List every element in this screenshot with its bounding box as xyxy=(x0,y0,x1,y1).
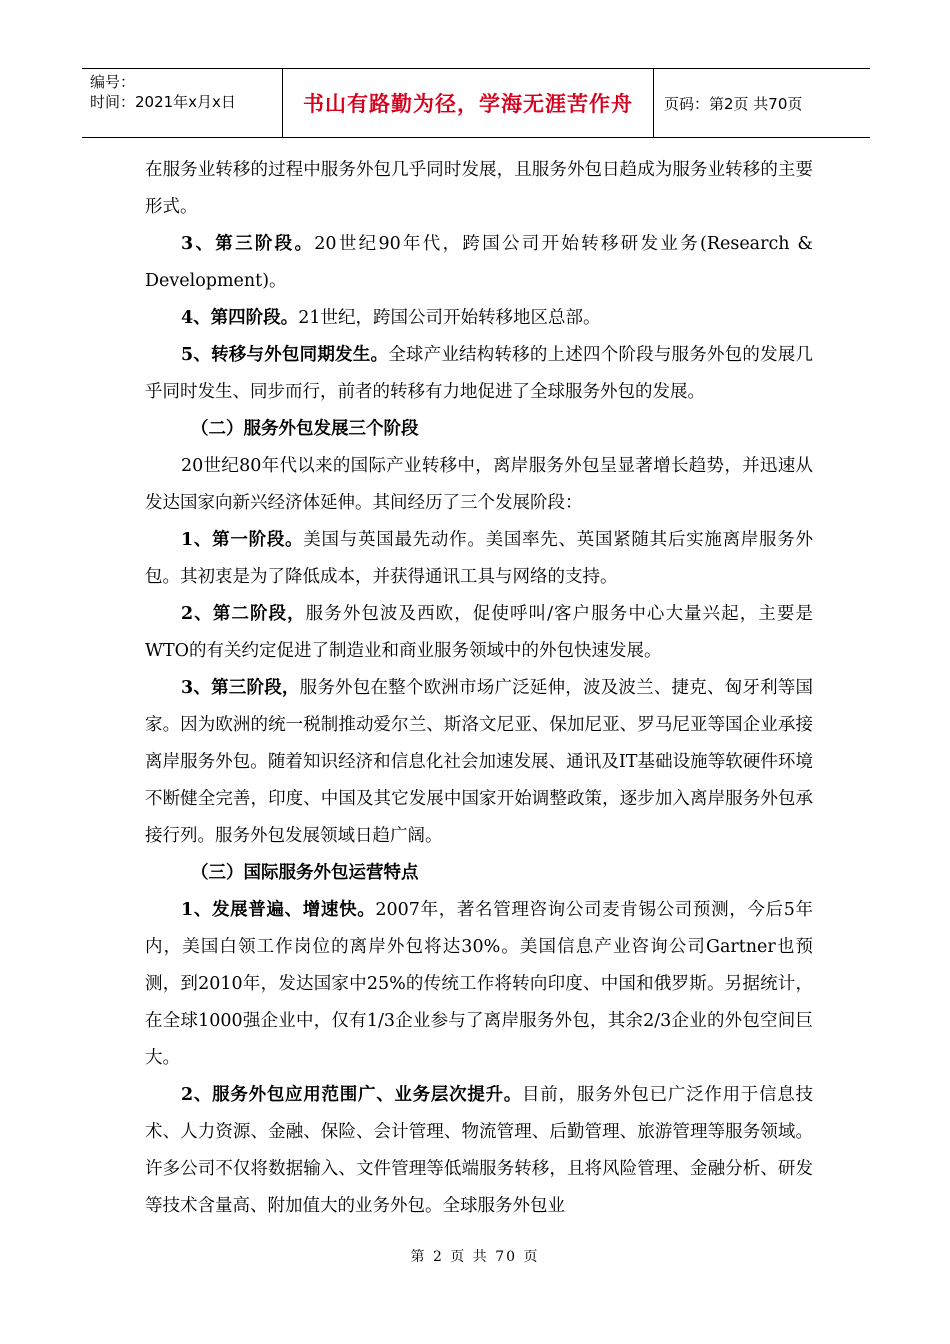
header-meta xyxy=(82,69,282,137)
page-header xyxy=(82,68,870,138)
document-body xyxy=(145,152,813,1225)
section-heading: （二）服务外包发展三个阶段 xyxy=(191,419,419,439)
paragraph: 3、第三阶段。20世纪90年代，跨国公司开始转移研发业务(Research & Development)。 xyxy=(145,234,813,291)
header-page-info: 页码：第2页 共70页 xyxy=(664,94,803,113)
number-label: 编号： xyxy=(90,73,136,91)
header-motto: 书山有路勤为径，学海无涯苦作舟 xyxy=(282,69,654,137)
paragraph: 1、第一阶段。美国与英国最先动作。美国率先、英国紧随其后实施离岸服务外包。其初衷是为了降低成本，并获得通讯工具与网络的支持。 xyxy=(145,530,813,587)
paragraph: 4、第四阶段。21世纪，跨国公司开始转移地区总部。 xyxy=(181,308,601,328)
section-heading: （三）国际服务外包运营特点 xyxy=(191,863,419,883)
page-footer: 第 2 页 共 70 页 xyxy=(410,1249,540,1265)
paragraph: 在服务业转移的过程中服务外包几乎同时发展，且服务外包日趋成为服务业转移的主要形式。 xyxy=(145,160,813,217)
paragraph: 20世纪80年代以来的国际产业转移中，离岸服务外包呈显著增长趋势，并迅速从发达国家向新兴经济体延伸。其间经历了三个发展阶段： xyxy=(145,456,813,513)
paragraph: 3、第三阶段，服务外包在整个欧洲市场广泛延伸，波及波兰、捷克、匈牙利等国家。因为欧洲的统一税制推动爱尔兰、斯洛文尼亚、保加尼亚、罗马尼亚等国企业承接离岸服务外包。随着知识经济和信息化社会加速发展、通讯及IT基础设施等软硬件环境不断健全完善，印度、中国及其它发展中国家开始调整政策，逐步加入离岸服务外包承接行列。服务外包发展领域日趋广阔。 xyxy=(145,678,813,846)
paragraph: 2、服务外包应用范围广、业务层次提升。目前，服务外包已广泛作用于信息技术、人力资源、金融、保险、会计管理、物流管理、后勤管理、旅游管理等服务领域。许多公司不仅将数据输入、文件管理等低端服务转移，且将风险管理、金融分析、研发等技术含量高、附加值大的业务外包。全球服务外包业 xyxy=(145,1085,813,1216)
date-label: 时间：2021年x月x日 xyxy=(90,93,236,111)
paragraph: 5、转移与外包同期发生。全球产业结构转移的上述四个阶段与服务外包的发展几乎同时发生、同步而行，前者的转移有力地促进了全球服务外包的发展。 xyxy=(145,345,813,402)
paragraph: 2、第二阶段，服务外包波及西欧，促使呼叫/客户服务中心大量兴起，主要是WTO的有关约定促进了制造业和商业服务领域中的外包快速发展。 xyxy=(145,604,813,661)
paragraph: 1、发展普遍、增速快。2007年，著名管理咨询公司麦肯锡公司预测，今后5年内，美国白领工作岗位的离岸外包将达30%。美国信息产业咨询公司Gartner也预测，到2010年，发达国家中25%的传统工作将转向印度、中国和俄罗斯。另据统计，在全球1000强企业中，仅有1/3企业参与了离岸服务外包，其余2/3企业的外包空间巨大。 xyxy=(145,900,813,1068)
